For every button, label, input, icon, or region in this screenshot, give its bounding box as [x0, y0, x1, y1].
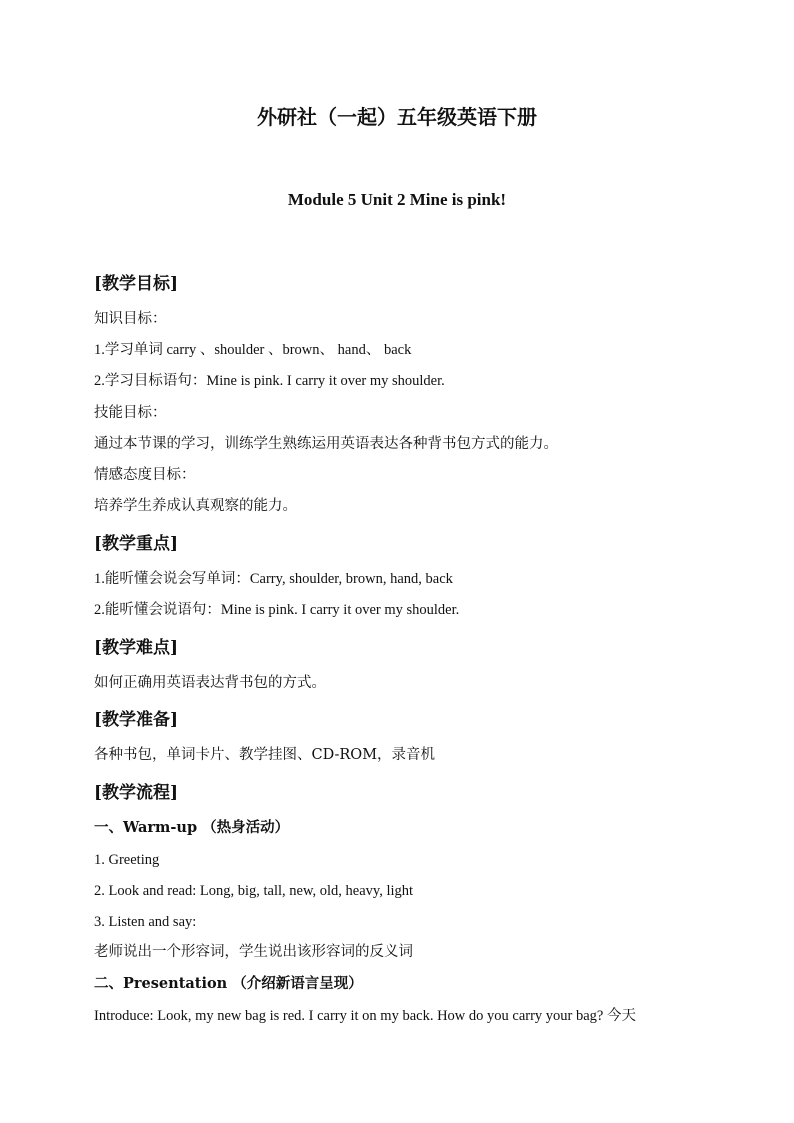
preparation-text: 各种书包，单词卡片、教学挂图、CD-ROM，录音机 — [94, 747, 436, 763]
presentation-section: 二、Presentation （介绍新语言呈现） — [94, 975, 363, 992]
lesson-title: Module 5 Unit 2 Mine is pink! — [287, 190, 507, 209]
emotion-label: 情感态度目标： — [94, 467, 196, 483]
objective-item-2: 2.学习目标语句：Mine is pink. I carry it over my shoulder. — [94, 373, 445, 389]
emotion-text: 培养学生养成认真观察的能力。 — [94, 498, 297, 514]
process-heading: [教学流程] — [94, 783, 179, 803]
warmup-step-3: 3. Listen and say: — [94, 914, 197, 930]
preparation-heading: [教学准备] — [94, 710, 179, 730]
document-title: 外研社（一起）五年级英语下册 — [257, 105, 537, 129]
skill-label: 技能目标： — [94, 405, 167, 421]
key-point-item-2: 2.能听懂会说语句：Mine is pink. I carry it over my shoulder. — [94, 602, 460, 618]
knowledge-label: 知识目标： — [94, 311, 167, 327]
key-points-heading: [教学重点] — [94, 534, 179, 554]
objective-item-1: 1.学习单词 carry 、shoulder 、brown、 hand、 back — [94, 342, 412, 358]
skill-text: 通过本节课的学习，训练学生熟练运用英语表达各种背书包方式的能力。 — [94, 436, 558, 452]
warmup-section: 一、Warm-up （热身活动） — [94, 819, 290, 836]
difficulties-text: 如何正确用英语表达背书包的方式。 — [94, 675, 326, 691]
difficulties-heading: [教学难点] — [94, 638, 179, 658]
presentation-intro: Introduce: Look, my new bag is red. I carry it on my back. How do you carry your bag? 今天 — [94, 1008, 636, 1024]
key-point-item-1: 1.能听懂会说会写单词：Carry, shoulder, brown, hand, back — [94, 571, 453, 587]
warmup-step-3-text: 老师说出一个形容词，学生说出该形容词的反义词 — [94, 944, 413, 960]
objectives-heading: [教学目标] — [94, 274, 179, 294]
warmup-step-2: 2. Look and read: Long, big, tall, new, old, heavy, light — [94, 883, 414, 899]
warmup-step-1: 1. Greeting — [94, 852, 160, 868]
